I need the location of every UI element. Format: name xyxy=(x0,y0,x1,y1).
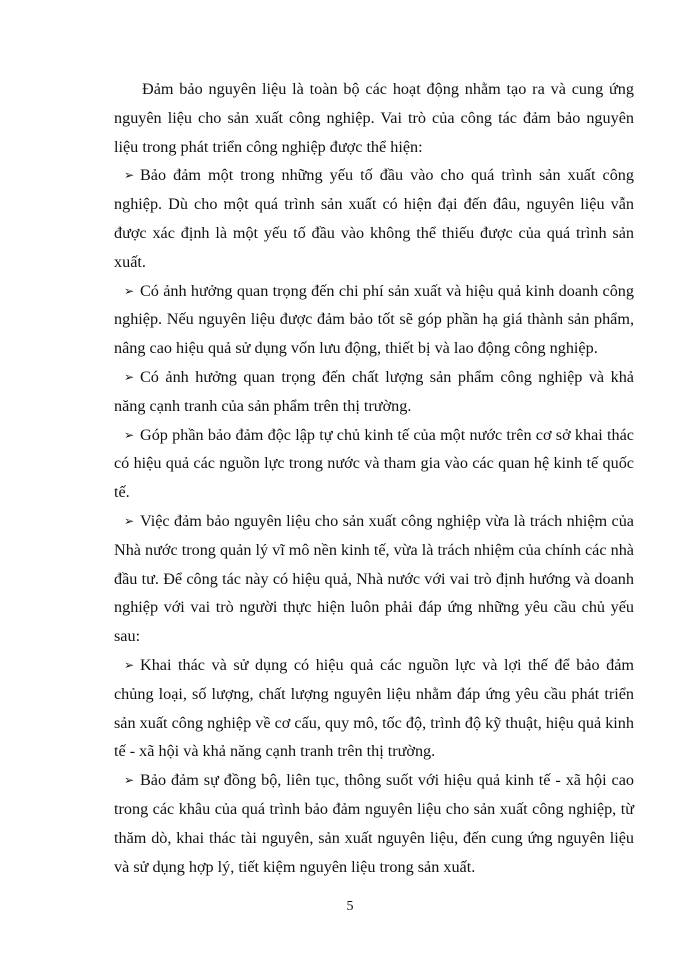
bullet-text: Có ảnh hưởng quan trọng đến chất lượng sản phẩm công nghiệp và khả năng cạnh tranh của sản phẩm trên thị trường. xyxy=(114,367,634,415)
bullet-paragraph xyxy=(114,161,634,276)
right-pointing-arrowhead-icon: ➢ xyxy=(124,168,135,183)
bullet-list xyxy=(114,161,634,881)
right-pointing-arrowhead-icon: ➢ xyxy=(124,657,135,672)
right-pointing-arrowhead-icon: ➢ xyxy=(124,773,135,788)
bullet-text: Khai thác và sử dụng có hiệu quả các nguồn lực và lợi thế để bảo đảm chủng loại, số lượng, chất lượng nguyên liệu nhằm đáp ứng yêu cầu phát triển sản xuất công nghiệp về cơ cấu, quy mô, tốc độ, trình độ kỹ thuật, hiệu quả kinh tế - xã hội và khả năng cạnh tranh trên thị trường. xyxy=(114,655,634,761)
bullet-paragraph xyxy=(114,363,634,421)
body-text xyxy=(114,75,634,881)
bullet-text: Việc đảm bảo nguyên liệu cho sản xuất công nghiệp vừa là trách nhiệm của Nhà nước trong quản lý vĩ mô nền kinh tế, vừa là trách nhiệm của chính các nhà đầu tư. Để công tác này có hiệu quả, Nhà nước với vai trò định hướng và doanh nghiệp với vai trò người thực hiện luôn phải đáp ứng những yêu cầu chủ yếu sau: xyxy=(114,511,634,646)
right-pointing-arrowhead-icon: ➢ xyxy=(124,513,135,528)
intro-paragraph: Đảm bảo nguyên liệu là toàn bộ các hoạt động nhằm tạo ra và cung ứng nguyên liệu cho sản xuất công nghiệp. Vai trò của công tác đảm bảo nguyên liệu trong phát triển công nghiệp được thể hiện: xyxy=(114,80,634,156)
right-pointing-arrowhead-icon: ➢ xyxy=(124,283,135,298)
bullet-text: Bảo đảm một trong những yếu tố đầu vào cho quá trình sản xuất công nghiệp. Dù cho một quá trình sản xuất có hiện đại đến đâu, nguyên liệu vẫn được xác định là một yếu tố đầu vào không thể thiếu được của quá trình sản xuất. xyxy=(114,166,634,271)
bullet-text: Có ảnh hưởng quan trọng đến chi phí sản xuất và hiệu quả kinh doanh công nghiệp. Nếu nguyên liệu được đảm bảo tốt sẽ góp phần hạ giá thành sản phẩm, nâng cao hiệu quả sử dụng vốn lưu động, thiết bị và lao động công nghiệp. xyxy=(114,281,634,358)
page-number: 5 xyxy=(346,899,354,914)
bullet-paragraph xyxy=(114,766,634,881)
bullet-text: Góp phần bảo đảm độc lập tự chủ kinh tế của một nước trên cơ sở khai thác có hiệu quả các nguồn lực trong nước và tham gia vào các quan hệ kinh tế quốc tế. xyxy=(114,425,634,502)
bullet-paragraph xyxy=(114,507,634,651)
bullet-paragraph xyxy=(114,277,634,363)
right-pointing-arrowhead-icon: ➢ xyxy=(124,369,135,384)
bullet-text: Bảo đảm sự đồng bộ, liên tục, thông suốt với hiệu quả kinh tế - xã hội cao trong các khâu của quá trình bảo đảm nguyên liệu cho sản xuất công nghiệp, từ thăm dò, khai thác tài nguyên, sản xuất nguyên liệu, đến cung ứng nguyên liệu và sử dụng hợp lý, tiết kiệm nguyên liệu trong sản xuất. xyxy=(114,771,634,876)
right-pointing-arrowhead-icon: ➢ xyxy=(124,427,135,442)
bullet-paragraph xyxy=(114,651,634,766)
bullet-paragraph xyxy=(114,421,634,507)
